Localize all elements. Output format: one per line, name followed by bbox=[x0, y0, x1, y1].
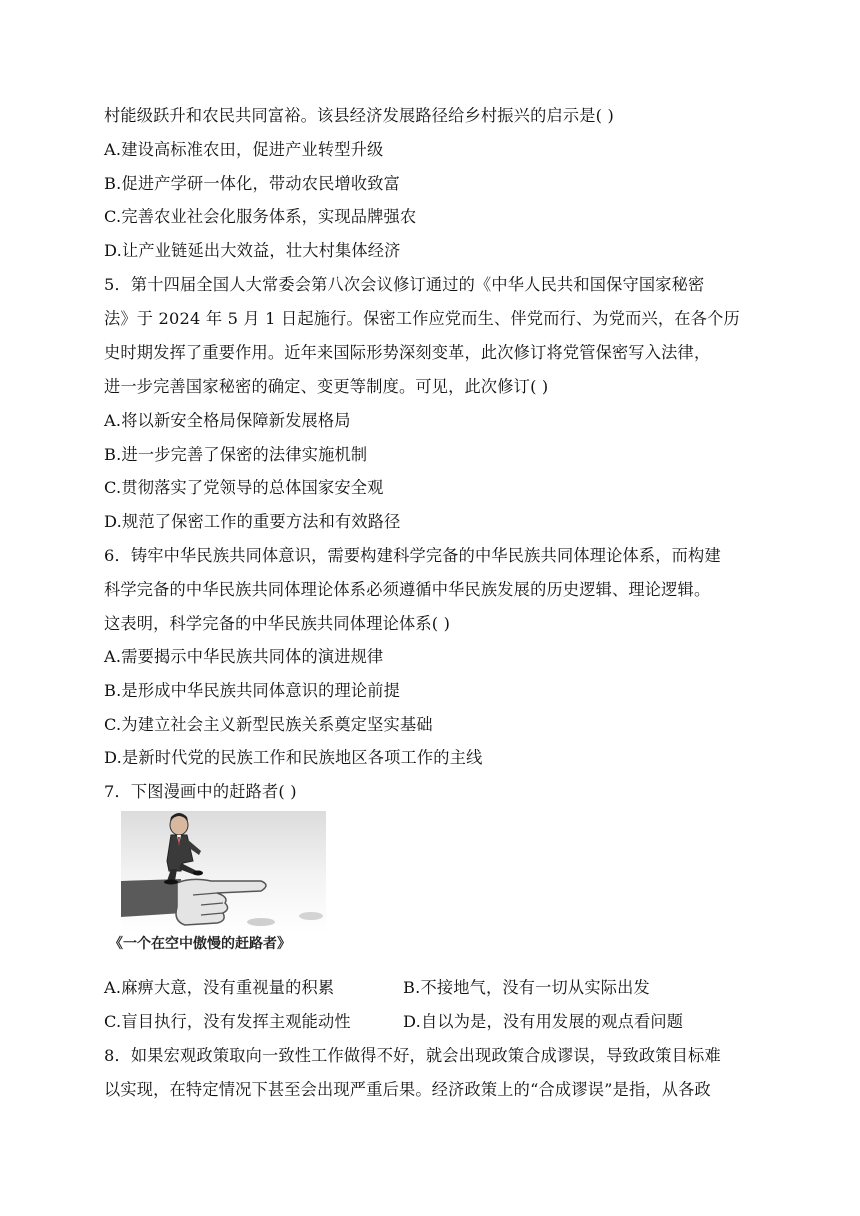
q4-option-a: A.建设高标准农田，促进产业转型升级 bbox=[104, 140, 384, 159]
q5-stem-line: 法》于 2024 年 5 月 1 日起施行。保密工作应党而生、伴党而行、为党而兴，在各个历 bbox=[104, 309, 740, 328]
q7-option-a: A.麻痹大意，没有重视量的积累 bbox=[104, 978, 335, 997]
q6-stem-line: 这表明，科学完备的中华民族共同体理论体系( ) bbox=[104, 614, 451, 633]
q5-option-d: D.规范了保密工作的重要方法和有效路径 bbox=[104, 512, 401, 531]
q6-option-b: B.是形成中华民族共同体意识的理论前提 bbox=[104, 681, 401, 700]
q8-stem-line: 8．如果宏观政策取向一致性工作做得不好，就会出现政策合成谬误，导致政策目标难 bbox=[104, 1046, 721, 1065]
q5-option-b: B.进一步完善了保密的法律实施机制 bbox=[104, 445, 368, 464]
q8-stem-line: 以实现，在特定情况下甚至会出现严重后果。经济政策上的“合成谬误”是指，从各政 bbox=[104, 1080, 711, 1099]
q7-option-c: C.盲目执行，没有发挥主观能动性 bbox=[104, 1012, 351, 1031]
q5-stem-line: 进一步完善国家秘密的确定、变更等制度。可见，此次修订( ) bbox=[104, 377, 549, 396]
q6-stem-line: 科学完备的中华民族共同体理论体系必须遵循中华民族发展的历史逻辑、理论逻辑。 bbox=[104, 580, 711, 599]
cartoon-caption: 《一个在空中傲慢的赶路者》 bbox=[109, 936, 291, 952]
q4-option-b: B.促进产学研一体化，带动农民增收致富 bbox=[104, 174, 401, 193]
q7-stem: 7．下图漫画中的赶路者( ) bbox=[104, 782, 297, 801]
q7-option-b: B.不接地气，没有一切从实际出发 bbox=[403, 978, 650, 997]
q5-option-c: C.贯彻落实了党领导的总体国家安全观 bbox=[104, 478, 384, 497]
q6-option-c: C.为建立社会主义新型民族关系奠定坚实基础 bbox=[104, 715, 433, 734]
q4-option-c: C.完善农业社会化服务体系，实现品牌强农 bbox=[104, 207, 417, 226]
q6-option-a: A.需要揭示中华民族共同体的演进规律 bbox=[104, 647, 384, 666]
q6-stem-line: 6．铸牢中华民族共同体意识，需要构建科学完备的中华民族共同体理论体系，而构建 bbox=[104, 546, 721, 565]
q4-stem-end: 村能级跃升和农民共同富裕。该县经济发展路径给乡村振兴的启示是( ) bbox=[104, 106, 614, 125]
q5-stem-line: 史时期发挥了重要作用。近年来国际形势深刻变革，此次修订将党管保密写入法律， bbox=[104, 343, 711, 362]
q4-option-d: D.让产业链延出大效益，壮大村集体经济 bbox=[104, 241, 401, 260]
cartoon-image bbox=[121, 811, 326, 933]
q5-stem-line: 5．第十四届全国人大常委会第八次会议修订通过的《中华人民共和国保守国家秘密 bbox=[104, 275, 705, 294]
q5-option-a: A.将以新安全格局保障新发展格局 bbox=[104, 411, 351, 430]
q7-option-d: D.自以为是，没有用发展的观点看问题 bbox=[403, 1012, 684, 1031]
q6-option-d: D.是新时代党的民族工作和民族地区各项工作的主线 bbox=[104, 748, 483, 767]
